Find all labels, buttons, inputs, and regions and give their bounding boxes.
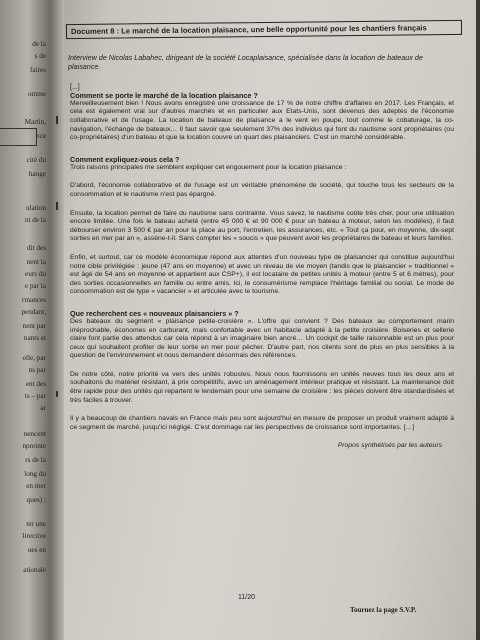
left-page-fragment: long du <box>24 470 46 478</box>
turn-page-note: Tournez la page S.V.P. <box>350 606 417 614</box>
paragraph: Des bateaux du segment « plaisance petite-croisière ». L'offre qui convient ? Des bateaux au comportement marin irréprochable, économes en carburant, mais confortable avec un habitacle adapté à la petite croisière. Boiseries et sellerie claire font partie des attendus car cela répond à un imaginaire bien ancré… Un cockpit de taille raisonnable est un plus pour ceux qui souhaitent profiter de leur sortie en mer pour pêcher. D'autre part, nos clients sont de plus en plus sensibles à la question de l'environnement et nous demandent désormais des références. <box>70 317 454 360</box>
left-page-fragment: ns par <box>28 366 46 374</box>
left-page-fragment: ts – par <box>24 392 46 400</box>
paragraph: Ensuite, la location permet de faire du nautisme sans contrainte. Vous savez, le nautisme coûte très cher, pour une utilisation encore limitée. Une fois le bateau acheté (entre 45 000 € et 90 000 € pour un bateau à moteur, selon les modèles), il faut débourser environ 3 500 € par an pour la place au port, l'entretien, les assurances, etc. « Tout ça pour, en moyenne, dix-sept sorties en mer par an », assène-t-il. Sans compter les « soucis » que peuvent avoir les propriétaires de bateau et leurs familles. <box>70 209 454 243</box>
left-page-fragment: omme <box>28 90 46 98</box>
left-page-fragment: ques) ; <box>26 496 46 504</box>
left-page-fragment: e par la <box>24 282 46 290</box>
ellipsis: [...] <box>70 83 80 91</box>
left-page-box <box>0 128 37 146</box>
left-page-fragment: ulation <box>26 204 46 212</box>
left-page-fragment: ar <box>40 404 46 412</box>
document-title: Document 8 : Le marché de la location plaisance, une belle opportunité pour les chantiers français <box>66 20 462 39</box>
interview-intro: Interview de Nicolas Labahec, dirigeant de la société Locaplaisance, spécialisée dans la location de bateaux de plaisance. <box>68 53 423 72</box>
left-page-fragment: ues en <box>27 546 46 554</box>
paragraph: D'abord, l'économie collaborative et de l'usage est un véritable phénomène de société, qui touche tous les secteurs de la consommation et le nautisme n'est pas épargné. <box>70 182 454 198</box>
left-page-fragment: ent des <box>25 380 46 388</box>
page-gutter <box>50 0 64 640</box>
left-page-fragment: nants et <box>23 334 46 342</box>
left-page-fragment: faires <box>30 66 46 74</box>
paragraph: De notre côté, notre priorité va vers des unités robustes. Nous nous fournissons en unités neuves tous les deux ans et souhaitons du matériel résistant, à prix compétitifs, avec un aménagement intérieur pratique et résistant. La maintenance doit être rapide pour des unités qui repartent le lendemain pour une semaine de croisière : les pièces doivent être standardisées et très faciles à trouver. <box>70 370 454 404</box>
left-page-fragment: eurs du <box>25 270 46 278</box>
left-page-fragment: ter une <box>26 520 46 528</box>
section-1 <box>64 91 456 143</box>
left-page-fragment: Martin, <box>24 118 46 126</box>
document-content <box>64 22 456 449</box>
section-3 <box>64 309 456 433</box>
left-page-fragment: nent par <box>22 322 46 330</box>
paragraph: Il y a beaucoup de chantiers navals en France mais peu sont aujourd'hui en mesure de proposer un produit vraiment adapté à ce segment de marché, jusqu'ici négligé. C'est dommage car les perspectives de croissance sont importantes. […] <box>70 415 454 431</box>
left-page-fragment: npreinte <box>22 442 46 450</box>
left-page-fragment: ationale <box>23 566 46 574</box>
left-page-fragment: cité du <box>26 156 46 164</box>
margin-mark <box>56 202 58 210</box>
page-number: 11/20 <box>238 594 255 601</box>
left-page-fragment: en mer <box>26 482 46 490</box>
left-page-fragment: nce <box>36 132 46 140</box>
left-page-fragment: de la <box>32 40 46 48</box>
left-page-fragment: dit des <box>27 244 46 252</box>
paragraph: Enfin, et surtout, car ce modèle économique répond aux attentes d'un nouveau type de plaisancier qui constitue aujourd'hui notre cible privilégiée : jeune (47 ans en moyenne) et avec un niveau de vie moyen (tandis que le plaisancier « traditionnel » est âgé de 54 ans en moyenne et appartient aux CSP+), il est locataire de petites unités à moteur (entre 5 et 6 mètres), pour des sorties occasionnelles en famille ou entre amis. Ici, le consumérisme remplace l'héritage familial ou social. Le mode de consommation est de type « vacancier » et articulée avec le tourisme. <box>70 253 454 296</box>
left-page-fragment: rs de la <box>25 456 46 464</box>
previous-page <box>0 0 50 640</box>
paragraph: Merveilleusement bien ! Nous avons enregistré une croissance de 17 % de notre chiffre d'affaires en 2017. Les Français, et cela est également vrai sur d'autres marchés et en particulier aux Etats-Unis, sont devenus des adeptes de l'économie collaborative et de l'usage. La location de bateaux de plaisance a le vent en poupe, tout comme le cobaturage, la co-navigation, l'échange de bateaux… Il faut savoir que seulement 37% des individus qui font du nautisme sont propriétaires (ou co-propriétaires) d'un bateau et que la location couvre un quart des plaisanciers. C'est un marché considérable. <box>70 99 454 142</box>
paragraph: Trois raisons principales me semblent expliquer cet engouement pour la location plaisance : <box>70 163 347 171</box>
question: Comment se porte le marché de la location plaisance ? <box>70 90 258 100</box>
left-page-fragment: nent la <box>26 258 46 266</box>
margin-mark <box>56 391 58 397</box>
question: Comment expliquez-vous cela ? <box>70 154 180 164</box>
left-page-fragment: nencent <box>23 430 46 438</box>
question: Que recherchent ces « nouveaux plaisanciers » ? <box>70 308 239 318</box>
margin-mark <box>56 116 58 124</box>
left-page-fragment: s de <box>34 52 46 60</box>
left-page-fragment: pendant, <box>21 308 46 316</box>
left-page-fragment: elle, par <box>22 354 46 362</box>
left-page-fragment: lirective <box>22 532 46 540</box>
left-page-fragment: nt de la <box>24 216 46 224</box>
section-2 <box>64 155 456 297</box>
left-page-fragment: hange <box>28 170 46 178</box>
signature: Propos synthétisés par les auteurs <box>337 442 442 450</box>
document-page <box>50 0 476 640</box>
left-page-fragment: rmances <box>22 296 46 304</box>
